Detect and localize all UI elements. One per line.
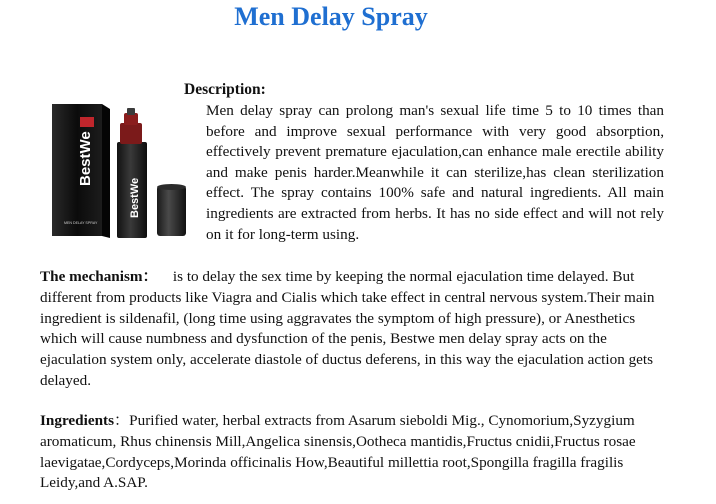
description-heading: Description: bbox=[184, 81, 266, 98]
description-body: Men delay spray can prolong man's sexual life time 5 to 10 times than before and improve sexual performance with very good absorption, effectively prevent premature ejaculation,can enhance male erectile ability and make penis harder.Meanwhile it can sterilize,has clean sterilization effect. The spray contains 100% safe and natural ingredients. All main ingredients are extracted from herbs. It has no side effect and will not rely on it for long-term using. bbox=[206, 102, 664, 243]
bottle-brand: BestWe bbox=[129, 177, 141, 218]
ingredients-section bbox=[40, 411, 666, 494]
product-cap bbox=[157, 186, 186, 236]
mechanism-label: The mechanism： bbox=[40, 268, 158, 285]
page-title: Men Delay Spray bbox=[234, 2, 428, 31]
ingredients-label: Ingredients bbox=[40, 412, 114, 429]
ingredients-separator: ： bbox=[113, 412, 130, 429]
mechanism-body: is to delay the sex time by keeping the normal ejaculation time delayed. But different from products like Viagra and Cialis which take effect in central nervous system.Their main ingredient is sildenafil, (long time using aggravates the symptom of high pressure), or Anesthetics which will cause numbness and dysfunction of the penis, Bestwe men delay spray acts on the ejaculation system only, accelerate diastole of ductus deferens, in this way the ejaculation action gets delayed. bbox=[40, 268, 655, 389]
ingredients-body: Purified water, herbal extracts from Asarum sieboldi Mig., Cynomorium,Syzygium aromaticum, Rhus chinensis Mill,Angelica sinensis,Ootheca mantidis,Fructus cnidii,Fructus rosae laevigatae,Cordyceps,Morinda officinalis How,Beautiful millettia root,Spongilla fragilla fragilis Leidy,and A.SAP. bbox=[40, 412, 636, 492]
mechanism-section bbox=[40, 267, 666, 392]
product-image bbox=[44, 100, 194, 242]
box-label: MEN DELAY SPRAY bbox=[64, 221, 98, 225]
box-brand: BestWe bbox=[77, 131, 94, 186]
